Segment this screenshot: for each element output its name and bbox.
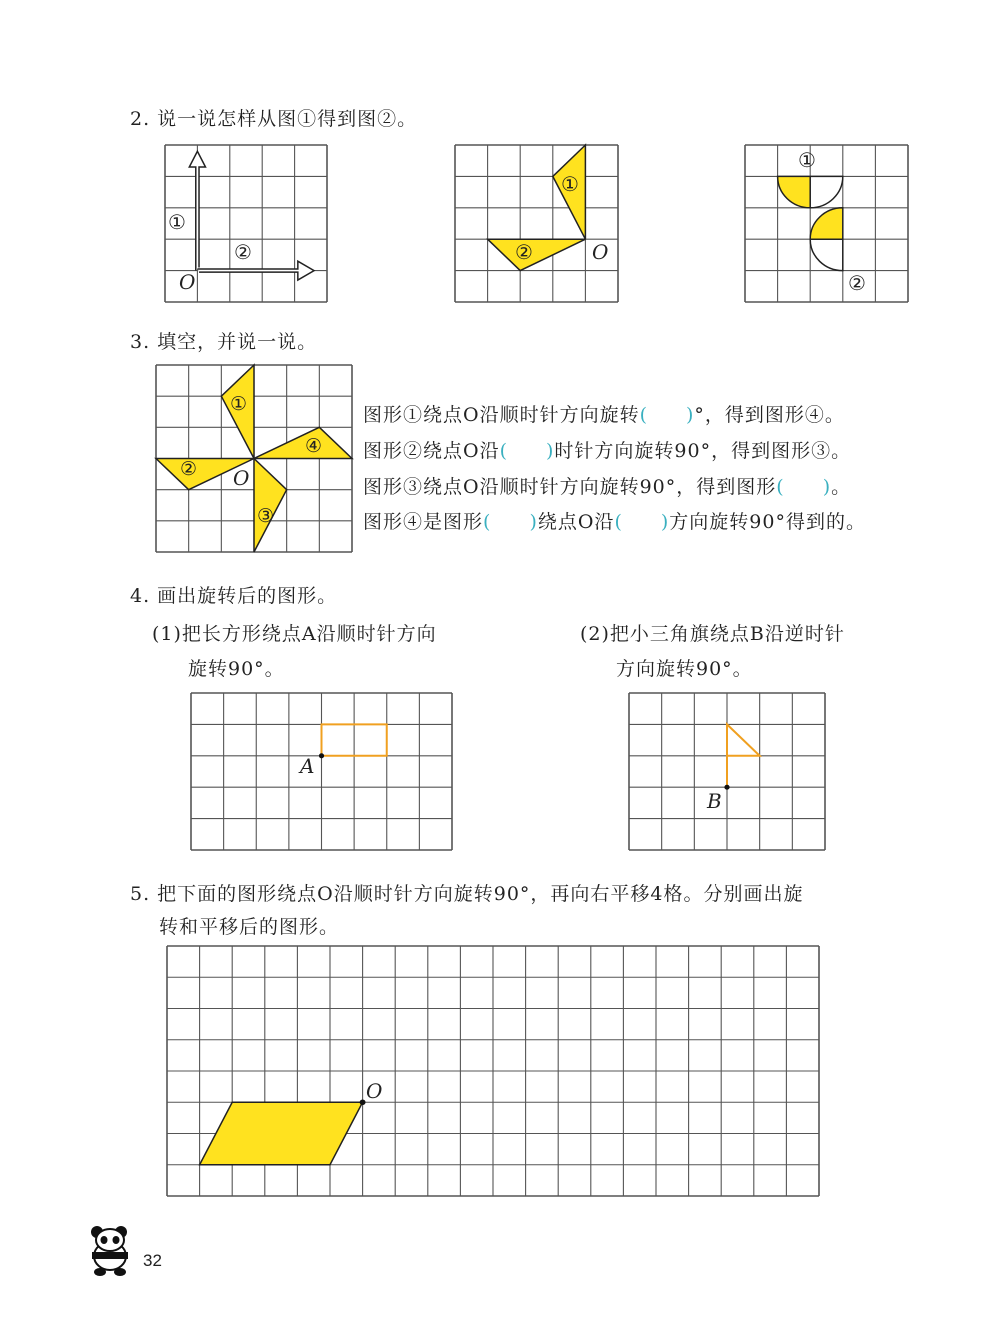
answer-blank[interactable]: ( ): [639, 404, 695, 426]
question-3-title: 3. 填空，并说一说。: [130, 331, 318, 353]
triangle-4: [254, 427, 352, 458]
arrow-2-icon: [197, 261, 314, 280]
q3-label-4: ④: [305, 435, 323, 457]
q2-fig1-label-1: ①: [168, 210, 186, 234]
q2-fig2-origin: O: [592, 240, 609, 264]
answer-blank[interactable]: ( ): [614, 511, 670, 533]
page-number: 32: [143, 1251, 162, 1270]
point-a-label: A: [300, 754, 315, 778]
question-5-line2: 转和平移后的图形。: [159, 916, 340, 938]
q3-line-1: 图形①绕点O沿顺时针方向旋转( )°，得到图形④。: [363, 404, 845, 426]
question-4-title: 4. 画出旋转后的图形。: [130, 585, 338, 607]
triangle-2: [488, 239, 586, 270]
answer-blank[interactable]: ( ): [499, 440, 555, 462]
point-b: [724, 785, 729, 790]
panda-mascot-icon: [86, 1222, 134, 1284]
q3-label-1: ①: [230, 393, 248, 415]
q3-origin: O: [233, 466, 250, 490]
arrow-1-icon: [189, 151, 205, 270]
q2-fig1-label-2: ②: [234, 240, 252, 264]
point-o: [360, 1099, 366, 1105]
q2-fig2-label-1: ①: [561, 172, 579, 196]
q4-part2-line2: 方向旋转90°。: [616, 658, 753, 680]
q3-label-3: ③: [257, 505, 275, 527]
triangle-flag: [727, 724, 760, 787]
q5-grid-parallelogram[interactable]: [167, 946, 819, 1196]
point-a: [319, 753, 324, 758]
point-o-label: O: [366, 1079, 383, 1103]
q2-fig2-label-2: ②: [515, 240, 533, 264]
q3-line-3: 图形③绕点O沿顺时针方向旋转90°，得到图形( )。: [363, 476, 852, 498]
parallelogram: [200, 1102, 363, 1165]
q2-grid-triangles: [455, 145, 618, 302]
question-5-line1: 5. 把下面的图形绕点O沿顺时针方向旋转90°，再向右平移4格。分别画出旋: [130, 883, 804, 905]
q4-part1-line2: 旋转90°。: [188, 658, 285, 680]
q3-line-4: 图形④是图形( )绕点O沿( )方向旋转90°得到的。: [363, 511, 866, 533]
q4-part2-line1: (2)把小三角旗绕点B沿逆时针: [580, 623, 845, 645]
answer-blank[interactable]: ( ): [483, 511, 538, 533]
point-b-label: B: [707, 789, 722, 813]
answer-blank[interactable]: ( ): [776, 476, 832, 498]
q2-grid-semicircles: [745, 145, 908, 302]
q2-fig3-label-2: ②: [848, 271, 866, 295]
q2-fig3-label-1: ①: [798, 148, 816, 172]
q4-grid-flag[interactable]: [629, 693, 825, 850]
question-2-title: 2. 说一说怎样从图①得到图②。: [130, 108, 418, 130]
q3-line-2: 图形②绕点O沿( )时针方向旋转90°，得到图形③。: [363, 440, 852, 462]
q4-part1-line1: (1)把长方形绕点A沿顺时针方向: [152, 623, 437, 645]
q3-label-2: ②: [180, 458, 198, 480]
q4-grid-rectangle[interactable]: [191, 693, 452, 850]
q2-fig1-origin: O: [179, 270, 196, 294]
